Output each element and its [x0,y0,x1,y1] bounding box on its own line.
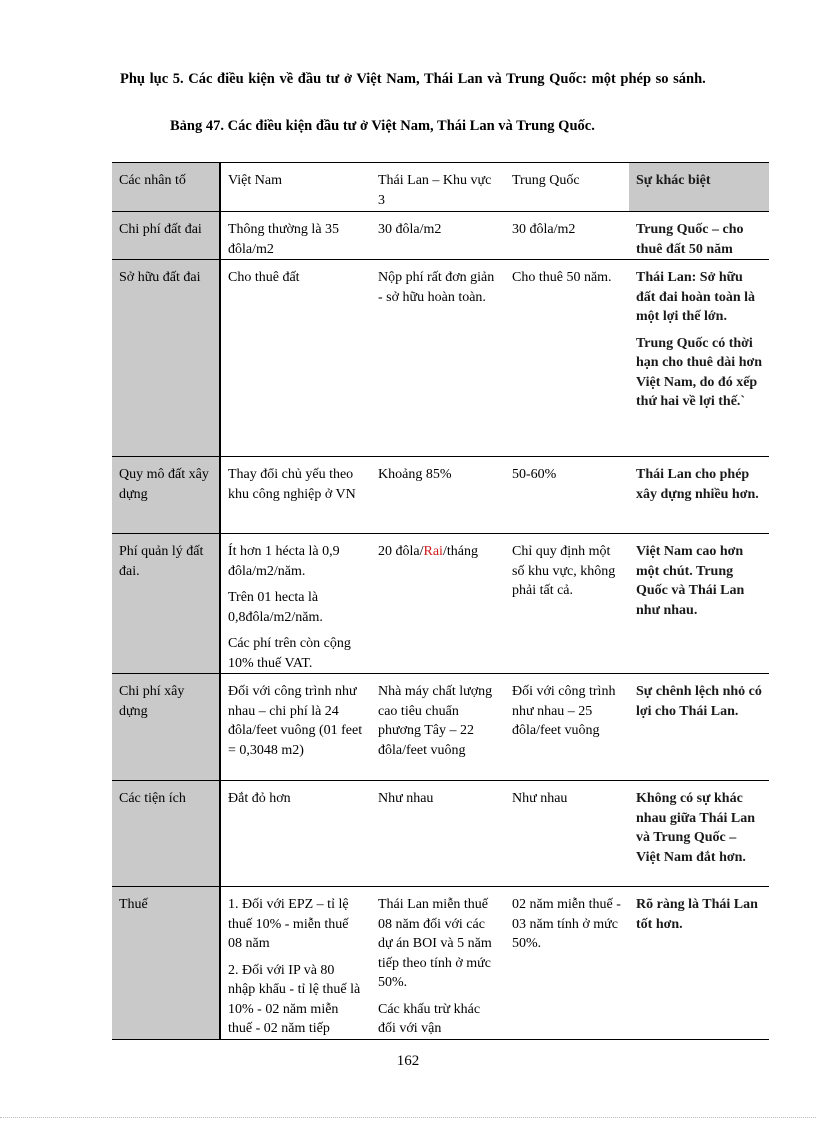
table-row [112,674,769,781]
china-cell [505,781,629,887]
difference-cell [629,260,769,457]
thailand-cell [371,887,505,1040]
cell-text: 02 năm miễn thuế - 03 năm tính ở mức 50%. [512,897,621,951]
cell-text: Ít hơn 1 hécta là 0,9 đôla/m2/năm. [228,544,340,579]
cell-text: 2. Đối với IP và 80 nhập khẩu - tỉ lệ thuế là 10% - 02 năm miễn thuế - 02 năm tiếp [228,962,361,1036]
cell-text: Sự chênh lệch nhỏ có lợi cho Thái Lan. [636,684,762,719]
thailand-cell [371,260,505,457]
vietnam-cell [220,212,371,260]
cell-text: 50-60% [512,467,557,482]
factor-cell: Quy mô đất xây dựng [112,457,220,534]
cell-text: Đối với công trình như nhau – 25 đôla/feet vuông [512,684,616,738]
cell-text: Trung Quốc có thời hạn cho thuê dài hơn Việt Nam, do đó xếp thứ hai về lợi thế.` [636,335,763,409]
china-cell [505,457,629,534]
cell-text: Nhà máy chất lượng cao tiêu chuẩn phương Tây – 22 đôla/feet vuông [378,684,493,758]
header-cell: Các nhân tố [112,163,220,212]
thailand-cell [371,212,505,260]
cell-text: Việt Nam cao hơn một chút. Trung Quốc và Thái Lan như nhau. [636,544,745,618]
cell-text: Các phí trên còn cộng 10% thuế VAT. [228,636,351,671]
factor-cell: Các tiện ích [112,781,220,887]
cell-text: Đối với công trình như nhau – chi phí là 24 đôla/feet vuông (01 feet = 0,3048 m2) [228,684,363,758]
page-bottom-divider [0,1117,816,1118]
cell-text [378,542,499,562]
cell-text: Thái Lan miễn thuế 08 năm đối với các dự án BOI và 5 năm tiếp theo tính ở mức 50%. [378,897,492,990]
vietnam-cell [220,534,371,674]
cell-text: Như nhau [512,791,568,806]
factor-cell: Phí quản lý đất đai. [112,534,220,674]
table-row [112,457,769,534]
thailand-cell [371,457,505,534]
cell-text: 30 đôla/m2 [378,222,442,237]
cell-text: Thái Lan cho phép xây dựng nhiều hơn. [636,467,759,502]
appendix-title: Phụ lục 5. Các điều kiện về đầu tư ở Việt Nam, Thái Lan và Trung Quốc: một phép so sánh. [120,71,706,87]
factor-cell: Thuế [112,887,220,1040]
cell-text: Rõ ràng là Thái Lan tốt hơn. [636,897,758,932]
comparison-table [112,162,769,1040]
cell-text: 30 đôla/m2 [512,222,576,237]
difference-cell [629,781,769,887]
header-cell: Trung Quốc [505,163,629,212]
table-row [112,534,769,674]
vietnam-cell [220,260,371,457]
china-cell [505,887,629,1040]
cell-text: Đắt đỏ hơn [228,791,291,806]
difference-cell [629,674,769,781]
header-cell: Thái Lan – Khu vực 3 [371,163,505,212]
table-row [112,887,769,1040]
difference-cell [629,212,769,260]
table-row [112,781,769,887]
factor-cell: Sở hữu đất đai [112,260,220,457]
china-cell [505,534,629,674]
vietnam-cell [220,781,371,887]
cell-text: Chỉ quy định một số khu vực, không phải tất cả. [512,544,616,598]
vietnam-cell [220,887,371,1040]
table-row [112,212,769,260]
difference-cell [629,534,769,674]
page-number: 162 [396,1053,420,1069]
difference-cell [629,887,769,1040]
table-row [112,260,769,457]
table-header-row [112,163,769,212]
factor-cell: Chi phí xây dựng [112,674,220,781]
cell-text: Trung Quốc – cho thuê đất 50 năm [636,222,744,257]
highlighted-word: Rai [423,544,443,559]
china-cell [505,212,629,260]
cell-text: Nộp phí rất đơn giản - sở hữu hoàn toàn. [378,270,495,305]
thailand-cell [371,674,505,781]
factor-cell: Chi phí đất đai [112,212,220,260]
vietnam-cell [220,674,371,781]
thailand-cell [371,781,505,887]
china-cell [505,674,629,781]
cell-text: Trên 01 hecta là 0,8đôla/m2/năm. [228,590,323,625]
cell-text: Thay đổi chủ yếu theo khu công nghiệp ở VN [228,467,356,502]
difference-cell [629,457,769,534]
cell-text: Các khấu trừ khác đối với vận [378,1001,481,1036]
cell-text: Cho thuê 50 năm. [512,270,612,285]
cell-text-suffix: /tháng [442,544,478,559]
cell-text: Thái Lan: Sở hữu đất đai hoàn toàn là một lợi thế lớn. [636,270,756,324]
cell-text-prefix: 20 đôla/ [378,544,424,559]
header-cell: Việt Nam [220,163,371,212]
cell-text: Không có sự khác nhau giữa Thái Lan và Trung Quốc – Việt Nam đắt hơn. [636,791,756,865]
vietnam-cell [220,457,371,534]
header-cell: Sự khác biệt [629,163,769,212]
cell-text: Cho thuê đất [228,270,300,285]
cell-text: 1. Đối với EPZ – tỉ lệ thuế 10% - miễn thuế 08 năm [228,897,349,951]
china-cell [505,260,629,457]
cell-text: Khoảng 85% [378,467,452,482]
table-title: Bảng 47. Các điều kiện đầu tư ở Việt Nam, Thái Lan và Trung Quốc. [170,118,595,134]
thailand-cell [371,534,505,674]
cell-text: Như nhau [378,791,434,806]
cell-text: Thông thường là 35 đôla/m2 [228,222,340,257]
